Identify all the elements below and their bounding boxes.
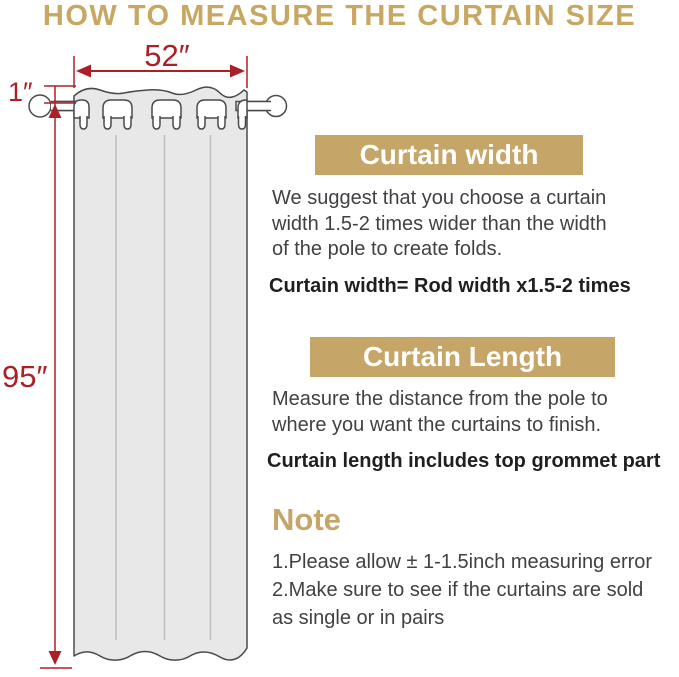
curtain-width-paragraph	[272, 186, 607, 263]
page-title: HOW TO MEASURE THE CURTAIN SIZE	[42, 0, 637, 32]
grommet-opening-edge-right	[238, 100, 247, 118]
width-dimension-label: 52″	[144, 40, 190, 73]
length-dimension	[2, 86, 72, 668]
grommet-opening-2	[152, 100, 181, 118]
grommet-hook	[173, 116, 180, 129]
note-line: 2.Make sure to see if the curtains are sold	[272, 579, 644, 601]
note-line: as single or in pairs	[272, 607, 445, 629]
paragraph-line: width 1.5-2 times wider than the width	[272, 212, 607, 235]
curtain-width-heading-label: Curtain width	[359, 139, 539, 170]
width-dimension	[74, 40, 247, 88]
curtain-panel	[74, 87, 247, 660]
paragraph-line: We suggest that you choose a curtain	[272, 187, 607, 209]
header-height-label: 1″	[8, 77, 33, 107]
width-arrow-left	[76, 65, 91, 78]
paragraph-line: Measure the distance from the pole to	[272, 388, 608, 410]
curtain-width-formula: Curtain width= Rod width x1.5-2 times	[269, 275, 631, 297]
grommet-hook	[153, 116, 160, 129]
paragraph-line: of the pole to create folds.	[272, 238, 503, 260]
curtain-length-heading	[310, 337, 615, 377]
curtain-length-formula: Curtain length includes top grommet part	[267, 450, 661, 472]
grommet-hook	[104, 116, 111, 129]
grommet-opening-3	[197, 100, 226, 118]
paragraph-line: where you want the curtains to finish.	[272, 413, 602, 436]
note-heading: Note	[272, 502, 341, 537]
curtain-width-heading	[315, 135, 583, 175]
note-line: 1.Please allow ± 1-1.5inch measuring error	[272, 551, 653, 573]
curtain-length-paragraph	[272, 387, 608, 438]
curtain-length-heading-label: Curtain Length	[362, 341, 563, 372]
width-arrow-right	[230, 65, 245, 78]
grommet-hook	[239, 116, 246, 129]
grommet-hook	[198, 116, 205, 129]
length-dimension-label: 95″	[2, 359, 48, 394]
grommet-hook	[80, 116, 87, 129]
grommet-hook	[218, 116, 225, 129]
length-arrow-down	[49, 651, 62, 665]
note-list	[272, 548, 652, 632]
grommet-opening-1	[103, 100, 132, 118]
grommet-opening-edge-left	[74, 100, 89, 118]
grommet-hook	[124, 116, 131, 129]
